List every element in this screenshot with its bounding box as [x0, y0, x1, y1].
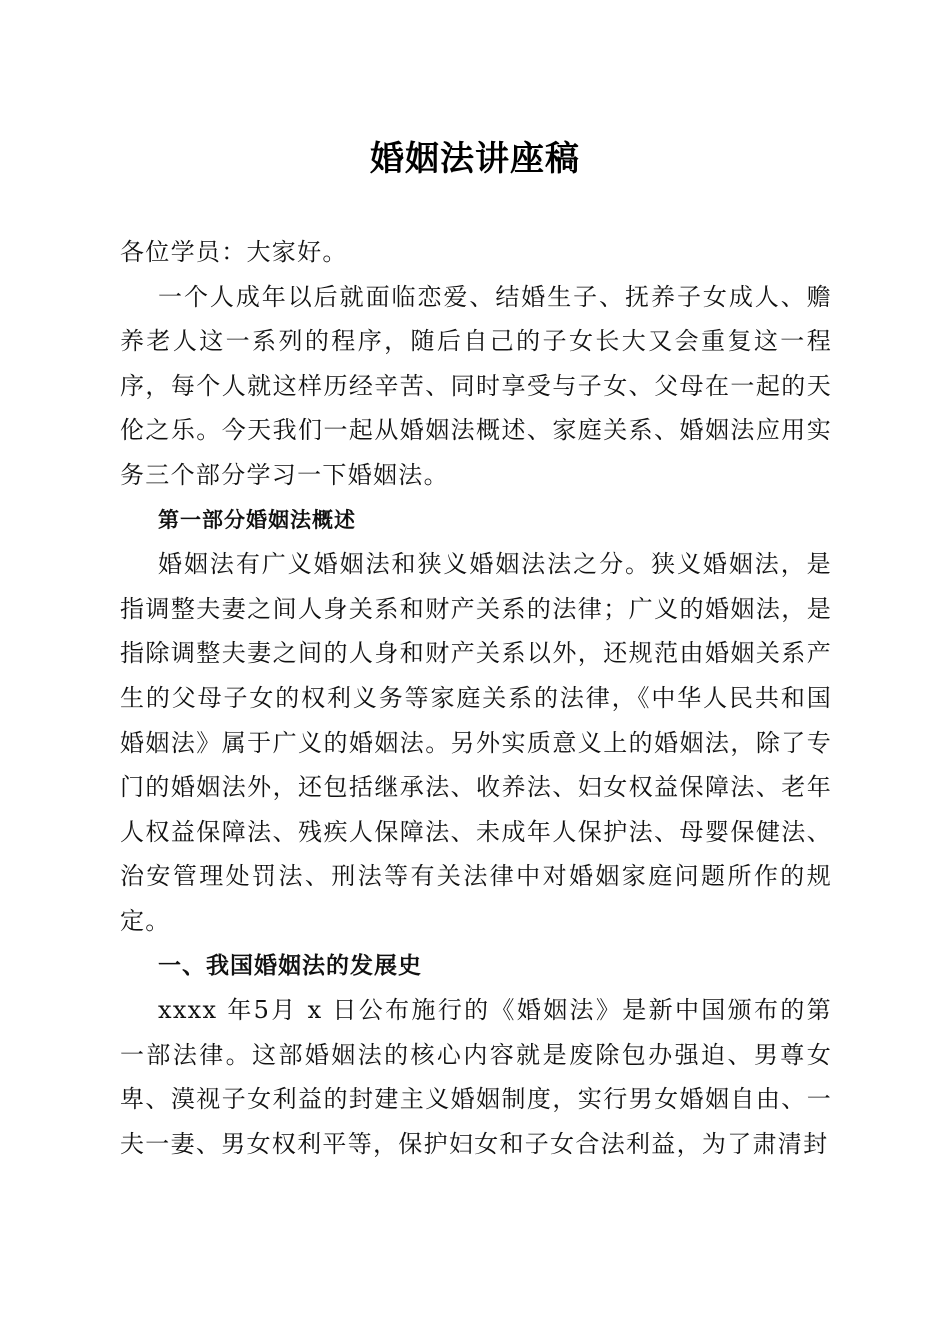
section-one-paragraph: xxxx 年5月 x 日公布施行的《婚姻法》是新中国颁布的第一部法律。这部婚姻法的核心内容就是废除包办强迫、男尊女卑、漠视子女利益的封建主义婚姻制度，实行男女婚姻自由、一夫一妻、男女权利平等，保护妇女和子女合法利益，为了肃清封 [120, 996, 832, 1158]
document-title: 婚姻法讲座稿 [370, 139, 580, 179]
intro-paragraph: 一个人成年以后就面临恋爱、结婚生子、抚养子女成人、赡养老人这一系列的程序，随后自己的子女长大又会重复这一程序，每个人就这样历经辛苦、同时享受与子女、父母在一起的天伦之乐。今天我们一起从婚姻法概述、家庭关系、婚姻法应用实务三个部分学习一下婚姻法。 [120, 282, 832, 489]
section-one-heading: 一、我国婚姻法的发展史 [158, 952, 422, 979]
greeting-paragraph: 各位学员：大家好。 [120, 238, 348, 266]
part-one-paragraph: 婚姻法有广义婚姻法和狭义婚姻法法之分。狭义婚姻法，是指调整夫妻之间人身关系和财产关系的法律；广义的婚姻法，是指除调整夫妻之间的人身和财产关系以外，还规范由婚姻关系产生的父母子女的权利义务等家庭关系的法律，《中华人民共和国婚姻法》属于广义的婚姻法。另外实质意义上的婚姻法，除了专门的婚姻法外，还包括继承法、收养法、妇女权益保障法、老年人权益保障法、残疾人保障法、未成年人保护法、母婴保健法、治安管理处罚法、刑法等有关法律中对婚姻家庭问题所作的规定。 [120, 550, 832, 935]
document-body [120, 230, 832, 1166]
part-one-heading: 第一部分婚姻法概述 [158, 506, 356, 532]
